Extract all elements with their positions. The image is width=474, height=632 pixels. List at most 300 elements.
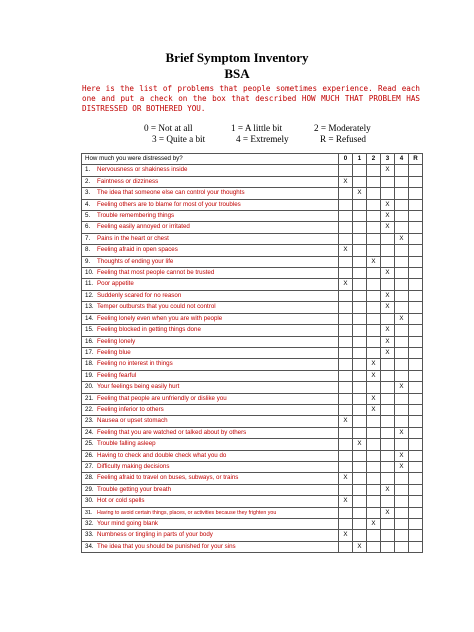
symptom-text: Feeling easily annoyed or irritated: [97, 223, 190, 231]
response-cell-0[interactable]: X: [339, 530, 353, 541]
response-cell-2[interactable]: [367, 233, 381, 244]
symptom-text: Nausea or upset stomach: [97, 417, 168, 425]
response-cell-3[interactable]: [381, 393, 395, 404]
response-cell-1[interactable]: [353, 347, 367, 358]
response-cell-1[interactable]: [353, 382, 367, 393]
response-cell-4[interactable]: [395, 473, 409, 484]
symptom-label: [82, 416, 339, 427]
symptom-text: Your mind going blank: [97, 520, 159, 527]
item-number: 16.: [85, 337, 94, 345]
response-cell-2[interactable]: [367, 165, 381, 176]
response-cell-1[interactable]: [353, 211, 367, 222]
symptom-text: Trouble getting your breath: [97, 485, 172, 493]
symptom-label: [82, 541, 339, 552]
response-cell-4[interactable]: [395, 507, 409, 518]
response-cell-r[interactable]: [409, 347, 423, 358]
table-row: [82, 370, 423, 381]
response-cell-4[interactable]: [395, 496, 409, 507]
response-cell-1[interactable]: [353, 496, 367, 507]
response-cell-3[interactable]: X: [381, 165, 395, 176]
response-cell-1[interactable]: [353, 393, 367, 404]
symptom-text: Having to check and double check what you do: [97, 451, 227, 459]
item-number: 8.: [85, 246, 91, 254]
response-cell-2[interactable]: X: [367, 519, 381, 530]
response-cell-0[interactable]: [339, 268, 353, 279]
response-cell-2[interactable]: [367, 507, 381, 518]
response-cell-2[interactable]: [367, 268, 381, 279]
response-cell-4[interactable]: [395, 279, 409, 290]
response-cell-3[interactable]: [381, 530, 395, 541]
response-cell-3[interactable]: [381, 256, 395, 267]
response-cell-4[interactable]: [395, 370, 409, 381]
response-cell-2[interactable]: [367, 302, 381, 313]
response-cell-3[interactable]: [381, 359, 395, 370]
response-cell-1[interactable]: X: [353, 188, 367, 199]
table-row: [82, 245, 423, 256]
response-cell-4[interactable]: X: [395, 450, 409, 461]
response-cell-0[interactable]: X: [339, 416, 353, 427]
response-cell-0[interactable]: X: [339, 245, 353, 256]
column-header: 0: [339, 154, 353, 165]
response-cell-r[interactable]: [409, 393, 423, 404]
response-cell-4[interactable]: X: [395, 233, 409, 244]
item-number: 31.: [85, 509, 93, 516]
response-cell-2[interactable]: [367, 416, 381, 427]
response-cell-1[interactable]: X: [353, 439, 367, 450]
response-cell-r[interactable]: [409, 211, 423, 222]
response-cell-1[interactable]: [353, 313, 367, 324]
response-cell-4[interactable]: [395, 404, 409, 415]
response-cell-4[interactable]: [395, 530, 409, 541]
response-cell-0[interactable]: X: [339, 473, 353, 484]
symptom-label: [82, 313, 339, 324]
response-cell-2[interactable]: [367, 427, 381, 438]
response-cell-1[interactable]: [353, 256, 367, 267]
response-cell-2[interactable]: [367, 222, 381, 233]
response-cell-4[interactable]: [395, 541, 409, 552]
table-row: [82, 461, 423, 472]
response-cell-r[interactable]: [409, 382, 423, 393]
response-cell-r[interactable]: [409, 416, 423, 427]
response-cell-1[interactable]: [353, 416, 367, 427]
item-number: 30.: [85, 497, 94, 505]
response-cell-3[interactable]: [381, 279, 395, 290]
response-cell-2[interactable]: X: [367, 359, 381, 370]
item-number: 21.: [85, 394, 94, 402]
response-cell-4[interactable]: [395, 325, 409, 336]
response-cell-3[interactable]: [381, 450, 395, 461]
symptom-text: Feeling lonely even when you are with people: [97, 314, 223, 322]
symptom-text: Hot or cold spells: [97, 497, 145, 505]
symptom-label: [82, 336, 339, 347]
response-cell-3[interactable]: [381, 461, 395, 472]
response-cell-1[interactable]: [353, 427, 367, 438]
response-cell-2[interactable]: [367, 541, 381, 552]
table-row: [82, 541, 423, 552]
symptom-table: [81, 153, 423, 553]
table-row: [82, 188, 423, 199]
response-cell-0[interactable]: [339, 290, 353, 301]
response-cell-r[interactable]: [409, 473, 423, 484]
response-cell-0[interactable]: [339, 211, 353, 222]
response-cell-0[interactable]: X: [339, 279, 353, 290]
response-cell-3[interactable]: [381, 370, 395, 381]
symptom-text: Feeling that you are watched or talked about by others: [97, 428, 247, 436]
symptom-label: [82, 496, 339, 507]
item-number: 17.: [85, 348, 94, 356]
item-number: 32.: [85, 520, 94, 527]
response-cell-3[interactable]: X: [381, 507, 395, 518]
table-row: [82, 393, 423, 404]
response-cell-4[interactable]: X: [395, 427, 409, 438]
response-cell-2[interactable]: [367, 279, 381, 290]
table-row: [82, 290, 423, 301]
response-cell-4[interactable]: [395, 245, 409, 256]
response-cell-0[interactable]: [339, 233, 353, 244]
column-header: 2: [367, 154, 381, 165]
response-cell-2[interactable]: [367, 461, 381, 472]
response-cell-1[interactable]: [353, 507, 367, 518]
table-row: [82, 530, 423, 541]
legend-item: 1 = A little bit: [231, 123, 283, 133]
symptom-text: Trouble remembering things: [97, 212, 175, 220]
response-cell-2[interactable]: [367, 439, 381, 450]
response-cell-r[interactable]: [409, 188, 423, 199]
response-cell-4[interactable]: [395, 359, 409, 370]
response-cell-r[interactable]: [409, 450, 423, 461]
response-cell-4[interactable]: X: [395, 461, 409, 472]
item-number: 20.: [85, 383, 94, 391]
symptom-text: Feeling inferior to others: [97, 405, 164, 413]
symptom-text: Pains in the heart or chest: [97, 234, 169, 242]
response-cell-1[interactable]: [353, 370, 367, 381]
symptom-label: [82, 268, 339, 279]
response-cell-1[interactable]: [353, 359, 367, 370]
symptom-label: [82, 507, 339, 518]
response-cell-2[interactable]: X: [367, 393, 381, 404]
symptom-label: [82, 382, 339, 393]
response-cell-3[interactable]: [381, 176, 395, 187]
response-cell-4[interactable]: [395, 199, 409, 210]
table-header-question: How much you were distressed by?: [82, 154, 339, 165]
response-cell-2[interactable]: X: [367, 370, 381, 381]
item-number: 2.: [85, 177, 91, 185]
response-cell-r[interactable]: [409, 165, 423, 176]
response-cell-r[interactable]: [409, 461, 423, 472]
response-cell-r[interactable]: [409, 336, 423, 347]
response-cell-0[interactable]: X: [339, 176, 353, 187]
symptom-label: [82, 245, 339, 256]
response-cell-r[interactable]: [409, 222, 423, 233]
response-cell-0[interactable]: [339, 256, 353, 267]
symptom-label: [82, 279, 339, 290]
response-cell-0[interactable]: [339, 313, 353, 324]
response-cell-2[interactable]: [367, 245, 381, 256]
response-cell-1[interactable]: [353, 268, 367, 279]
response-cell-1[interactable]: [353, 530, 367, 541]
response-cell-3[interactable]: [381, 439, 395, 450]
response-cell-4[interactable]: [395, 416, 409, 427]
response-cell-r[interactable]: [409, 325, 423, 336]
response-cell-1[interactable]: [353, 199, 367, 210]
response-cell-0[interactable]: [339, 188, 353, 199]
item-number: 24.: [85, 428, 94, 436]
symptom-label: [82, 404, 339, 415]
response-cell-3[interactable]: X: [381, 325, 395, 336]
response-cell-2[interactable]: [367, 290, 381, 301]
response-cell-2[interactable]: [367, 336, 381, 347]
response-cell-2[interactable]: [367, 176, 381, 187]
response-cell-1[interactable]: X: [353, 541, 367, 552]
form-subtitle: BSA: [224, 66, 250, 81]
table-row: [82, 211, 423, 222]
response-cell-0[interactable]: X: [339, 496, 353, 507]
response-cell-3[interactable]: [381, 313, 395, 324]
legend-item: 2 = Moderately: [314, 123, 371, 133]
item-number: 3.: [85, 189, 91, 197]
response-cell-3[interactable]: X: [381, 302, 395, 313]
response-cell-3[interactable]: X: [381, 336, 395, 347]
response-cell-r[interactable]: [409, 519, 423, 530]
response-cell-2[interactable]: [367, 450, 381, 461]
response-cell-1[interactable]: [353, 222, 367, 233]
response-cell-3[interactable]: [381, 404, 395, 415]
table-row: [82, 450, 423, 461]
response-cell-3[interactable]: [381, 188, 395, 199]
response-cell-4[interactable]: [395, 393, 409, 404]
response-cell-2[interactable]: [367, 188, 381, 199]
response-cell-4[interactable]: [395, 165, 409, 176]
response-cell-0[interactable]: [339, 325, 353, 336]
response-cell-0[interactable]: [339, 519, 353, 530]
symptom-label: [82, 439, 339, 450]
response-cell-3[interactable]: X: [381, 484, 395, 495]
table-row: [82, 347, 423, 358]
response-cell-0[interactable]: [339, 439, 353, 450]
response-cell-0[interactable]: [339, 541, 353, 552]
response-cell-r[interactable]: [409, 279, 423, 290]
symptom-text: Thoughts of ending your life: [97, 257, 174, 265]
response-cell-4[interactable]: [395, 256, 409, 267]
response-cell-1[interactable]: [353, 245, 367, 256]
response-cell-4[interactable]: [395, 347, 409, 358]
table-row: [82, 382, 423, 393]
response-cell-r[interactable]: [409, 496, 423, 507]
symptom-label: [82, 222, 339, 233]
response-cell-1[interactable]: [353, 290, 367, 301]
response-cell-0[interactable]: [339, 302, 353, 313]
item-number: 22.: [85, 405, 94, 413]
symptom-text: Feeling blocked in getting things done: [97, 326, 201, 334]
response-cell-0[interactable]: [339, 222, 353, 233]
response-cell-3[interactable]: X: [381, 211, 395, 222]
symptom-text: Feeling others are to blame for most of your troubles: [97, 200, 241, 208]
table-row: [82, 233, 423, 244]
response-cell-r[interactable]: [409, 313, 423, 324]
response-cell-r[interactable]: [409, 268, 423, 279]
response-cell-3[interactable]: X: [381, 199, 395, 210]
response-cell-2[interactable]: [367, 382, 381, 393]
response-cell-4[interactable]: [395, 290, 409, 301]
response-cell-0[interactable]: [339, 347, 353, 358]
symptom-label: [82, 290, 339, 301]
table-row: [82, 427, 423, 438]
response-cell-0[interactable]: [339, 427, 353, 438]
response-cell-r[interactable]: [409, 359, 423, 370]
response-cell-2[interactable]: [367, 347, 381, 358]
response-cell-1[interactable]: [353, 176, 367, 187]
symptom-label: [82, 473, 339, 484]
response-cell-r[interactable]: [409, 404, 423, 415]
column-header: 4: [395, 154, 409, 165]
response-cell-1[interactable]: [353, 279, 367, 290]
response-cell-r[interactable]: [409, 427, 423, 438]
instructions-text: Here is the list of problems that people sometimes experience. Read each one and put a check on the box that described HOW MUCH THAT PROBLEM HAS DISTRESSED OR BOTHERED YOU.: [82, 84, 420, 113]
response-cell-1[interactable]: [353, 450, 367, 461]
table-row: [82, 359, 423, 370]
table-row: [82, 496, 423, 507]
symptom-text: Difficulty making decisions: [97, 462, 170, 470]
response-cell-4[interactable]: [395, 484, 409, 495]
response-cell-1[interactable]: [353, 302, 367, 313]
table-header-row: [82, 154, 423, 165]
response-cell-3[interactable]: X: [381, 222, 395, 233]
item-number: 34.: [85, 542, 94, 550]
response-cell-3[interactable]: [381, 473, 395, 484]
table-row: [82, 336, 423, 347]
response-cell-r[interactable]: [409, 245, 423, 256]
response-cell-3[interactable]: [381, 382, 395, 393]
response-cell-3[interactable]: [381, 519, 395, 530]
response-cell-r[interactable]: [409, 256, 423, 267]
table-row: [82, 165, 423, 176]
symptom-text: Numbness or tingling in parts of your body: [97, 531, 213, 539]
response-cell-r[interactable]: [409, 507, 423, 518]
response-cell-2[interactable]: X: [367, 404, 381, 415]
response-cell-1[interactable]: [353, 325, 367, 336]
response-cell-r[interactable]: [409, 439, 423, 450]
response-cell-2[interactable]: [367, 484, 381, 495]
response-cell-r[interactable]: [409, 199, 423, 210]
response-cell-0[interactable]: [339, 336, 353, 347]
response-cell-4[interactable]: [395, 211, 409, 222]
item-number: 9.: [85, 257, 91, 265]
response-cell-0[interactable]: [339, 359, 353, 370]
symptom-text: Temper outbursts that you could not control: [97, 303, 216, 311]
response-cell-4[interactable]: [395, 439, 409, 450]
response-cell-1[interactable]: [353, 461, 367, 472]
response-cell-r[interactable]: [409, 541, 423, 552]
response-cell-4[interactable]: [395, 519, 409, 530]
response-cell-2[interactable]: [367, 496, 381, 507]
item-number: 1.: [85, 166, 91, 174]
response-cell-1[interactable]: [353, 165, 367, 176]
response-cell-r[interactable]: [409, 233, 423, 244]
symptom-label: [82, 233, 339, 244]
response-cell-4[interactable]: [395, 268, 409, 279]
symptom-text: Having to avoid certain things, places, or activities because they frighten you: [97, 509, 277, 516]
response-cell-3[interactable]: X: [381, 347, 395, 358]
response-cell-1[interactable]: [353, 473, 367, 484]
response-cell-0[interactable]: [339, 382, 353, 393]
symptom-text: Feeling afraid in open spaces: [97, 246, 178, 254]
response-cell-1[interactable]: [353, 404, 367, 415]
response-cell-r[interactable]: [409, 484, 423, 495]
response-cell-2[interactable]: [367, 325, 381, 336]
response-cell-1[interactable]: [353, 484, 367, 495]
response-cell-4[interactable]: [395, 336, 409, 347]
symptom-label: [82, 530, 339, 541]
response-cell-2[interactable]: [367, 211, 381, 222]
response-cell-1[interactable]: [353, 233, 367, 244]
response-cell-3[interactable]: [381, 416, 395, 427]
response-cell-2[interactable]: [367, 473, 381, 484]
response-cell-3[interactable]: [381, 427, 395, 438]
item-number: 23.: [85, 417, 94, 425]
item-number: 25.: [85, 440, 94, 448]
symptom-text: Feeling lonely: [97, 337, 136, 345]
response-cell-0[interactable]: [339, 165, 353, 176]
symptom-text: Suddenly scared for no reason: [97, 291, 182, 299]
response-cell-r[interactable]: [409, 370, 423, 381]
symptom-label: [82, 370, 339, 381]
table-row: [82, 222, 423, 233]
response-cell-2[interactable]: [367, 199, 381, 210]
response-cell-0[interactable]: [339, 404, 353, 415]
response-cell-3[interactable]: [381, 233, 395, 244]
symptom-text: Nervousness or shakiness inside: [97, 166, 188, 174]
table-row: [82, 519, 423, 530]
response-cell-0[interactable]: [339, 461, 353, 472]
response-cell-0[interactable]: [339, 370, 353, 381]
response-cell-1[interactable]: [353, 336, 367, 347]
response-cell-4[interactable]: [395, 188, 409, 199]
response-cell-r[interactable]: [409, 290, 423, 301]
column-header: 3: [381, 154, 395, 165]
table-row: [82, 484, 423, 495]
response-cell-4[interactable]: X: [395, 382, 409, 393]
response-cell-3[interactable]: [381, 496, 395, 507]
response-cell-0[interactable]: [339, 199, 353, 210]
response-cell-3[interactable]: [381, 245, 395, 256]
response-cell-2[interactable]: [367, 313, 381, 324]
response-cell-2[interactable]: [367, 530, 381, 541]
response-cell-1[interactable]: [353, 519, 367, 530]
response-cell-2[interactable]: X: [367, 256, 381, 267]
response-cell-3[interactable]: X: [381, 290, 395, 301]
response-cell-0[interactable]: [339, 393, 353, 404]
symptom-label: [82, 302, 339, 313]
response-cell-r[interactable]: [409, 530, 423, 541]
response-cell-4[interactable]: [395, 302, 409, 313]
legend-item: 4 = Extremely: [236, 134, 289, 144]
item-number: 26.: [85, 451, 94, 459]
item-number: 4.: [85, 200, 91, 208]
response-cell-4[interactable]: [395, 222, 409, 233]
symptom-label: [82, 211, 339, 222]
response-cell-r[interactable]: [409, 302, 423, 313]
response-cell-3[interactable]: [381, 541, 395, 552]
response-cell-0[interactable]: [339, 450, 353, 461]
response-cell-4[interactable]: X: [395, 313, 409, 324]
response-cell-0[interactable]: [339, 484, 353, 495]
response-cell-3[interactable]: X: [381, 268, 395, 279]
item-number: 28.: [85, 474, 94, 482]
response-cell-0[interactable]: [339, 507, 353, 518]
response-cell-4[interactable]: [395, 176, 409, 187]
response-cell-r[interactable]: [409, 176, 423, 187]
table-row: [82, 176, 423, 187]
